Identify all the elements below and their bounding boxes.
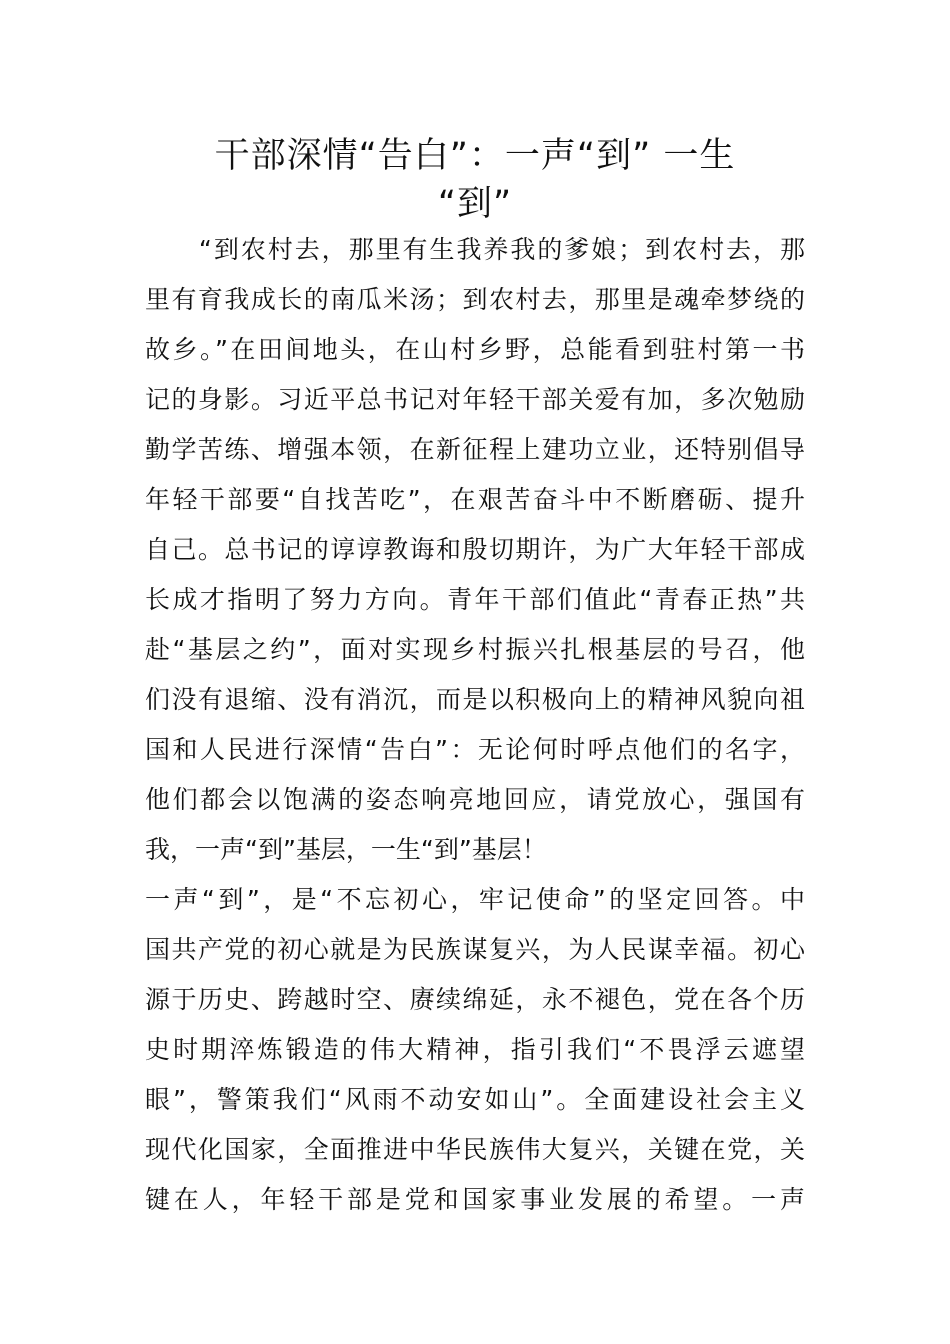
body-line-2: 里有育我成长的南瓜米汤；到农村去，那里是魂牵梦绕的	[145, 285, 805, 314]
body-line-19: 现代化国家，全面推进中华民族伟大复兴，关键在党，关	[145, 1135, 805, 1164]
body-line-3: 故乡。”在田间地头，在山村乡野，总能看到驻村第一书	[145, 335, 805, 364]
document-title-line-2: “到”	[437, 184, 513, 224]
body-line-18: 眼”，警策我们“风雨不动安如山”。全面建设社会主义	[145, 1085, 805, 1114]
body-line-9: 赴“基层之约”，面对实现乡村振兴扎根基层的号召，他	[145, 635, 805, 664]
body-line-20: 键在人，年轻干部是党和国家事业发展的希望。一声	[145, 1185, 805, 1214]
body-line-1: “到农村去，那里有生我养我的爹娘；到农村去，那	[145, 235, 805, 264]
document-title-line-1: 干部深情“告白”：一声“到” 一生	[214, 136, 736, 176]
body-line-7: 自己。总书记的谆谆教诲和殷切期许，为广大年轻干部成	[145, 535, 805, 564]
body-line-12: 他们都会以饱满的姿态响亮地回应，请党放心，强国有	[145, 785, 805, 814]
body-line-4: 记的身影。习近平总书记对年轻干部关爱有加，多次勉励	[145, 385, 805, 414]
body-line-13: 我，一声“到”基层，一生“到”基层！	[145, 835, 547, 864]
body-line-8: 长成才指明了努力方向。青年干部们值此“青春正热”共	[145, 585, 805, 614]
body-line-17: 史时期淬炼锻造的伟大精神，指引我们“不畏浮云遮望	[145, 1035, 805, 1064]
body-line-14: 一声“到”，是“不忘初心，牢记使命”的坚定回答。中	[145, 885, 805, 914]
body-line-15: 国共产党的初心就是为民族谋复兴，为人民谋幸福。初心	[145, 935, 805, 964]
body-line-10: 们没有退缩、没有消沉，而是以积极向上的精神风貌向祖	[145, 685, 805, 714]
body-line-6: 年轻干部要“自找苦吃”，在艰苦奋斗中不断磨砺、提升	[145, 485, 805, 514]
body-line-5: 勤学苦练、增强本领，在新征程上建功立业，还特别倡导	[145, 435, 805, 464]
body-line-16: 源于历史、跨越时空、赓续绵延，永不褪色，党在各个历	[145, 985, 805, 1014]
body-line-11: 国和人民进行深情“告白”：无论何时呼点他们的名字，	[145, 735, 805, 764]
